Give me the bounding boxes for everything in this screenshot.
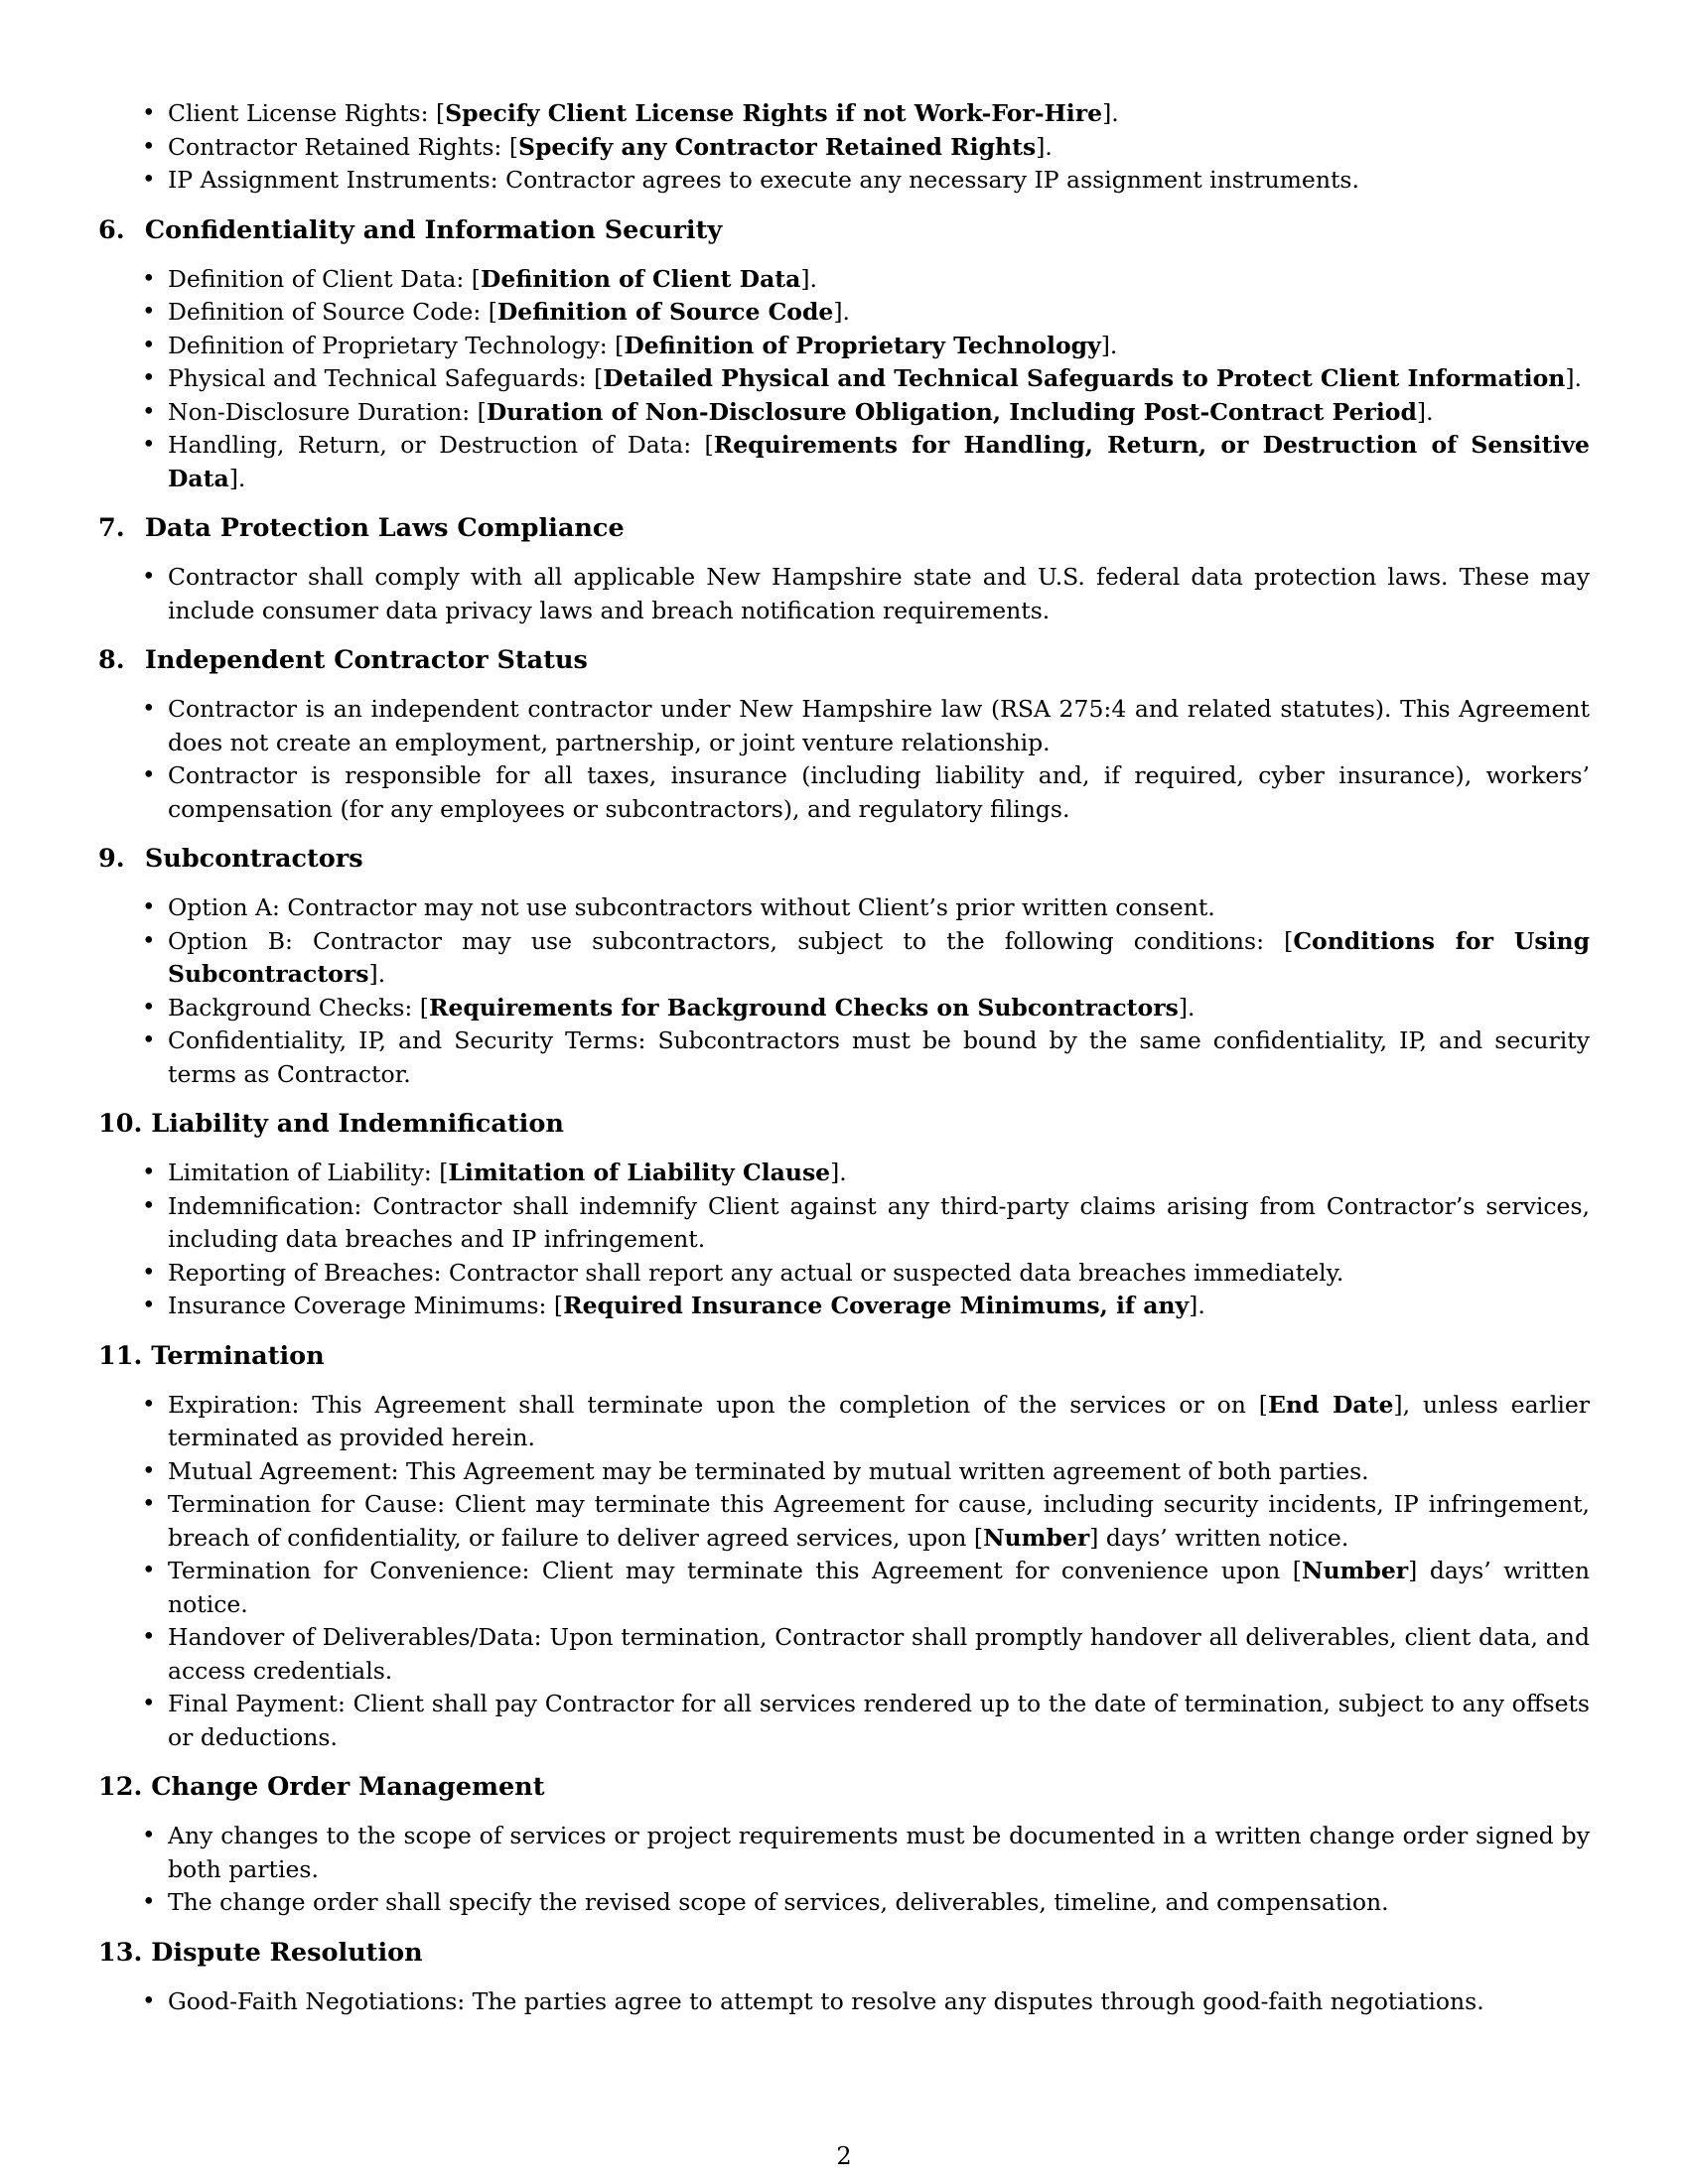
item-text: Termination for Cause: Client may terminate this Agreement for cause, including security incidents, IP infringement, breach of confidentiality, or failure to deliver agreed services, upon [ bbox=[168, 1490, 1590, 1552]
list-item bbox=[98, 1157, 1590, 1190]
item-text: Expiration: This Agreement shall terminate upon the completion of the services or on [ bbox=[168, 1390, 1268, 1419]
section-number: 9. bbox=[98, 844, 125, 874]
item-text: Client License Rights: [ bbox=[168, 99, 446, 127]
item-text: Indemnification: Contractor shall indemnify Client against any third-party claims arising from Contractor’s services, including data breaches and IP infringement. bbox=[168, 1191, 1590, 1253]
list-item bbox=[98, 1555, 1590, 1621]
top-bullet-list bbox=[98, 97, 1590, 198]
item-text-end: ]. bbox=[1036, 132, 1053, 161]
item-text-end: ] days’ written notice. bbox=[168, 1557, 1591, 1618]
section-heading bbox=[98, 1339, 1590, 1373]
list-item bbox=[98, 992, 1590, 1025]
list-item bbox=[98, 1688, 1590, 1754]
section-bullet-list bbox=[98, 1389, 1590, 1755]
item-text-end: ]. bbox=[800, 264, 818, 293]
section-title: Dispute Resolution bbox=[151, 1937, 423, 1968]
item-text-end: ], unless earlier terminated as provided herein. bbox=[168, 1390, 1590, 1451]
placeholder-text: Specify any Contractor Retained Rights bbox=[517, 132, 1037, 161]
placeholder-text: Limitation of Liability Clause bbox=[448, 1159, 831, 1186]
list-item bbox=[98, 1985, 1590, 2019]
item-text: Definition of Client Data: [ bbox=[168, 264, 481, 293]
placeholder-text: Required Insurance Coverage Minimums, if any bbox=[563, 1292, 1190, 1319]
list-item bbox=[98, 1455, 1590, 1489]
section-title: Data Protection Laws Compliance bbox=[144, 513, 625, 543]
section-bullet-list bbox=[98, 1820, 1590, 1920]
item-text: Contractor Retained Rights: [ bbox=[168, 132, 518, 161]
item-text: Mutual Agreement: This Agreement may be terminated by mutual written agreement of both parties. bbox=[168, 1456, 1369, 1485]
section-heading bbox=[98, 842, 1590, 876]
item-text-end: ]. bbox=[1189, 1292, 1205, 1319]
item-text: Option B: Contractor may use subcontractors, subject to the following conditions: [ bbox=[168, 926, 1294, 955]
list-item bbox=[98, 759, 1590, 826]
list-item bbox=[98, 925, 1590, 992]
item-text-end: ]. bbox=[1416, 397, 1434, 426]
placeholder-text: Definition of Client Data bbox=[480, 264, 801, 293]
placeholder-text: End Date bbox=[1267, 1390, 1394, 1419]
page-number: 2 bbox=[836, 2142, 852, 2170]
placeholder-text: Conditions for Using Subcontractors bbox=[168, 926, 1590, 988]
item-text-end: ]. bbox=[833, 298, 850, 326]
list-item bbox=[98, 891, 1590, 925]
list-item bbox=[98, 1389, 1590, 1455]
item-text-end: ]. bbox=[1565, 364, 1583, 392]
item-text: Non-Disclosure Duration: [ bbox=[168, 397, 487, 426]
item-text: Contractor is responsible for all taxes, insurance (including liability and, if required, cyber insurance), workers’ compensation (for any employees or subcontractors), and regulatory filings. bbox=[168, 761, 1590, 823]
list-item bbox=[98, 1488, 1590, 1555]
list-item bbox=[98, 131, 1590, 165]
placeholder-text: Number bbox=[1301, 1557, 1409, 1584]
item-text: Definition of Source Code: [ bbox=[168, 298, 497, 326]
section-number: 6. bbox=[98, 214, 125, 245]
list-item bbox=[98, 296, 1590, 330]
section-number: 8. bbox=[98, 645, 125, 675]
item-text: Confidentiality, IP, and Security Terms: Subcontractors must be bound by the same confidentiality, IP, and security terms as Contractor. bbox=[168, 1026, 1590, 1088]
list-item bbox=[98, 263, 1590, 297]
list-item bbox=[98, 1621, 1590, 1688]
list-item bbox=[98, 164, 1590, 198]
placeholder-text: Number bbox=[983, 1523, 1090, 1552]
section-bullet-list bbox=[98, 693, 1590, 826]
item-text: Any changes to the scope of services or project requirements must be documented in a written change order signed by both parties. bbox=[168, 1822, 1590, 1883]
section-title: Termination bbox=[151, 1340, 325, 1371]
placeholder-text: Definition of Source Code bbox=[496, 298, 834, 326]
section-bullet-list bbox=[98, 891, 1590, 1091]
list-item bbox=[98, 1024, 1590, 1091]
item-text-end: ]. bbox=[228, 464, 246, 492]
item-text: Handover of Deliverables/Data: Upon termination, Contractor shall promptly handover all deliverables, client data, and access credentials. bbox=[168, 1623, 1590, 1685]
placeholder-text: Definition of Proprietary Technology bbox=[624, 331, 1101, 359]
item-text: Option A: Contractor may not use subcontractors without Client’s prior written consent. bbox=[168, 893, 1215, 921]
item-text: Handling, Return, or Destruction of Data: [ bbox=[168, 431, 714, 459]
placeholder-text: Requirements for Handling, Return, or Destruction of Sensitive Data bbox=[168, 431, 1590, 492]
document-body bbox=[98, 97, 1590, 2018]
item-text: Contractor is an independent contractor under New Hampshire law (RSA 275:4 and related statutes). This Agreement does not create an employment, partnership, or joint venture relationship. bbox=[168, 695, 1590, 756]
section-number: 7. bbox=[98, 513, 125, 543]
list-item bbox=[98, 1257, 1590, 1291]
item-text: Physical and Technical Safeguards: [ bbox=[168, 364, 604, 392]
placeholder-text: Requirements for Background Checks on Subcontractors bbox=[428, 993, 1179, 1022]
item-text-end: ]. bbox=[368, 960, 386, 988]
item-text: Termination for Convenience: Client may terminate this Agreement for convenience upon [ bbox=[168, 1557, 1302, 1584]
section-bullet-list bbox=[98, 263, 1590, 496]
list-item bbox=[98, 1820, 1590, 1886]
section-heading bbox=[98, 1770, 1590, 1804]
item-text: Limitation of Liability: [ bbox=[168, 1159, 449, 1186]
item-text: Background Checks: [ bbox=[168, 993, 429, 1022]
list-item bbox=[98, 1290, 1590, 1323]
list-item bbox=[98, 396, 1590, 430]
section-number: 12. bbox=[98, 1772, 143, 1802]
section-title: Change Order Management bbox=[151, 1772, 545, 1802]
item-text-end: ]. bbox=[830, 1159, 847, 1186]
list-item bbox=[98, 1190, 1590, 1257]
list-item bbox=[98, 561, 1590, 627]
section-number: 13. bbox=[98, 1937, 143, 1968]
item-text-end: ]. bbox=[1100, 331, 1118, 359]
item-text: Final Payment: Client shall pay Contractor for all services rendered up to the date of termination, subject to any offsets or deductions. bbox=[168, 1690, 1590, 1751]
section-title: Confidentiality and Information Security bbox=[144, 214, 723, 245]
item-text: Contractor shall comply with all applicable New Hampshire state and U.S. federal data protection laws. These may include consumer data privacy laws and breach notification requirements. bbox=[168, 563, 1590, 624]
placeholder-text: Duration of Non-Disclosure Obligation, Including Post-Contract Period bbox=[486, 397, 1417, 426]
item-text: Reporting of Breaches: Contractor shall report any actual or suspected data breaches immediately. bbox=[168, 1258, 1344, 1287]
section-number: 10. bbox=[98, 1109, 143, 1139]
list-item bbox=[98, 693, 1590, 759]
list-item bbox=[98, 97, 1590, 131]
section-title: Subcontractors bbox=[144, 844, 363, 874]
item-text-end: ] days’ written notice. bbox=[1089, 1523, 1349, 1552]
list-item bbox=[98, 429, 1590, 495]
item-text-end: ]. bbox=[1178, 993, 1196, 1022]
section-heading bbox=[98, 1936, 1590, 1970]
list-item bbox=[98, 1886, 1590, 1920]
section-number: 11. bbox=[98, 1340, 143, 1371]
sections-container bbox=[98, 213, 1590, 2019]
section-heading bbox=[98, 1107, 1590, 1141]
placeholder-text: Detailed Physical and Technical Safeguards to Protect Client Information bbox=[603, 364, 1566, 392]
section-heading bbox=[98, 643, 1590, 677]
section-title: Independent Contractor Status bbox=[144, 645, 588, 675]
list-item bbox=[98, 362, 1590, 396]
section-title: Liability and Indemnification bbox=[151, 1109, 564, 1139]
item-text: IP Assignment Instruments: Contractor agrees to execute any necessary IP assignment instruments. bbox=[168, 166, 1359, 194]
list-item bbox=[98, 330, 1590, 363]
section-bullet-list bbox=[98, 1985, 1590, 2019]
section-bullet-list bbox=[98, 1157, 1590, 1323]
item-text: The change order shall specify the revised scope of services, deliverables, timeline, and compensation. bbox=[168, 1888, 1389, 1916]
section-heading bbox=[98, 213, 1590, 247]
item-text-end: ]. bbox=[1102, 99, 1119, 127]
placeholder-text: Specify Client License Rights if not Work-For-Hire bbox=[445, 99, 1103, 127]
item-text: Definition of Proprietary Technology: [ bbox=[168, 331, 625, 359]
item-text: Insurance Coverage Minimums: [ bbox=[168, 1292, 564, 1319]
item-text: Good-Faith Negotiations: The parties agree to attempt to resolve any disputes through good-faith negotiations. bbox=[168, 1986, 1484, 2015]
section-bullet-list bbox=[98, 561, 1590, 627]
section-heading bbox=[98, 511, 1590, 545]
